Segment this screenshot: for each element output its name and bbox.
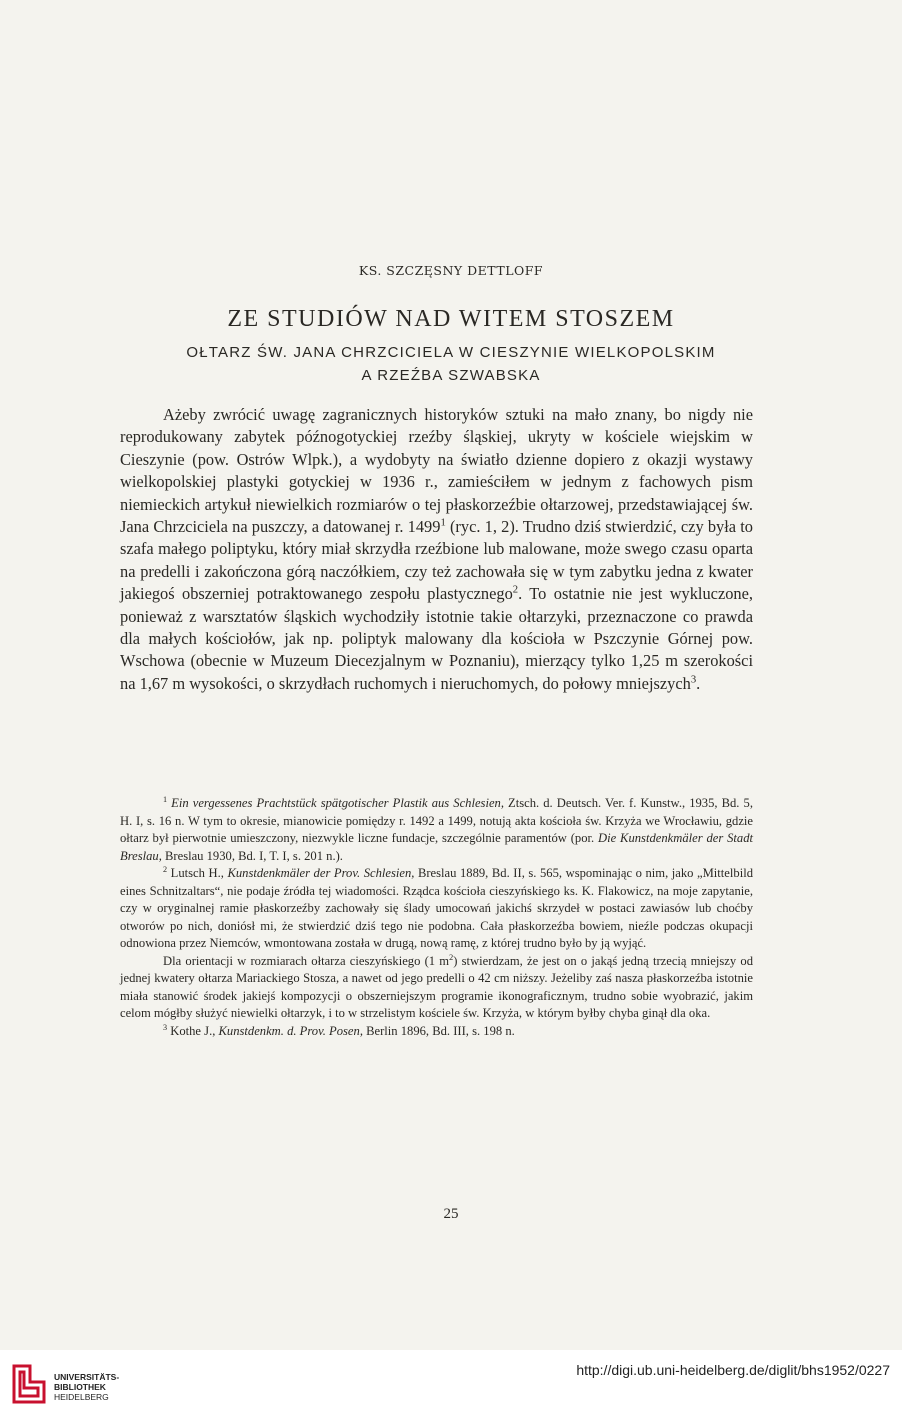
footnote-text: Kothe J., [167, 1023, 219, 1038]
body-text-segment: Ażeby zwrócić uwagę zagranicznych historyków sztuki na mało znany, bo nigdy nie reprodukowany zabytek późnogotyckiej rzeźby śląskiej, ukryty w kościele wiejskim w Cieszynie (pow. Ostrów Wlpk.), a wydobyty na światło dzienne dopiero z okazji wystawy wielkopolskiej plastyki gotyckiej w 1936 r., zamieściłem w jednym z fachowych pism niemieckich artykuł niewielkich rozmiarów o tej płaskorzeźbie ołtarzowej, przedstawiającej św. Jana Chrzciciela na puszczy, a datowanej r. 1499 [120, 405, 753, 537]
body-text [120, 404, 753, 695]
footnote-text: Lutsch H., [167, 866, 228, 880]
article-subtitle [100, 341, 802, 387]
footnote-text: Berlin 1896, Bd. III, s. 198 n. [362, 1023, 515, 1038]
footnote-1 [120, 795, 753, 865]
footnote-citation-title: Ein vergessenes Prachtstück spätgotischer Plastik aus Schlesien, [171, 796, 504, 810]
page-number: 25 [443, 1206, 459, 1222]
body-text-segment: . [696, 673, 701, 693]
footnote-2 [120, 865, 753, 953]
footnote-mark: 3 [163, 1022, 168, 1032]
body-paragraph [120, 404, 753, 695]
footnote-text: Ztsch. d. Deutsch. Ver. f. Kunstw., 1935, Bd. 5, H. I, s. 16 n. W tym to okresie, mianowicie pomiędzy r. 1492 a 1499, notują akta kościoła św. Krzyża we Wrocławiu, gdzie ołtarz był pierwotnie umieszczony, niezwykle liczne fundacje, szczególnie paramentów (por. [120, 796, 753, 845]
footnote-text: Breslau 1930, Bd. I, T. I, s. 201 n.). [161, 848, 343, 863]
footnote-ref-2[interactable]: 2 [512, 584, 519, 596]
viewer-footer [0, 1350, 902, 1418]
article-title: ZE STUDIÓW NAD WITEM STOSZEM [227, 306, 675, 332]
footnotes [120, 795, 753, 1040]
footnote-2-continued [120, 953, 753, 1023]
footnote-text: ) stwierdzam, że jest on o jakąś jedną trzecią mniejszy od jednej kwatery ołtarza Mariackiego Stosza, a nawet od jego predelli o 42 cm niższy. Jeżeliby zaś nasza płaskorzeźba istotnie miała stanowić środek jakiejś kompozycji o obszerniejszym programie ikonograficznym, trudno sobie wyobrazić, jakim celom mógłby służyć niewielki ołtarzyk, i to w strzelistym kościele św. Krzyża, w którym byłby chyba ginął dla oka. [120, 953, 753, 1020]
author-name: KS. SZCZĘSNY DETTLOFF [358, 263, 544, 278]
footnote-text: Dla orientacji w rozmiarach ołtarza cieszyńskiego (1 m [163, 953, 450, 968]
body-text-segment: (ryc. 1, 2). Trudno dziś stwierdzić, czy była to szafa małego poliptyku, który miał skrzydła rzeźbione lub malowane, może swego czasu oparta na predelli i zakończona górą naczółkiem, czy też zachowała się w tym zabytku jedna z kwater jakiegoś obszerniej potraktowanego zespołu plastycznego [120, 517, 753, 604]
body-text-segment: . To ostatnie nie jest wykluczone, ponieważ z warsztatów śląskich wychodziły istotnie takie ołtarzyki, przeznaczone co prawda dla małych kościołów, jak np. poliptyk malowany dla kościoła w Pszczynie Górnej pow. Wschowa (obecnie w Muzeum Diecezjalnym w Poznaniu), mierzący tylko 1,25 m szerokości na 1,67 m wysokości, o skrzydłach ruchomych i nieruchomych, do połowy mniejszych [120, 584, 753, 693]
footnote-ref-1[interactable]: 1 [440, 517, 446, 529]
subtitle-line-2: A RZEŹBA SZWABSKA [361, 367, 541, 384]
footnote-citation-title: Kunstdenkmäler der Prov. Schlesien, [227, 866, 415, 880]
library-name[interactable] [54, 1372, 119, 1402]
library-logo-icon[interactable] [10, 1360, 48, 1408]
subtitle-line-1: OŁTARZ ŚW. JANA CHRZCICIELA W CIESZYNIE WIELKOPOLSKIM [186, 344, 716, 361]
footnote-citation-title: Die Kunstdenkmäler der Stadt Breslau, [120, 831, 753, 863]
library-name-line: HEIDELBERG [54, 1392, 109, 1402]
permalink-url[interactable]: http://digi.ub.uni-heidelberg.de/diglit/bhs1952/0227 [576, 1362, 890, 1378]
library-name-line: BIBLIOTHEK [54, 1382, 106, 1392]
footnote-ref-3[interactable]: 3 [690, 674, 697, 686]
footnote-citation-title: Kunstdenkm. d. Prov. Posen, [218, 1023, 363, 1038]
footnote-text: Breslau 1889, Bd. II, s. 565, wspominając o nim, jako „Mittelbild eines Schnitzaltars“, nie podaje źródła tej wiadomości. Rządca kościoła cieszyńskiego ks. K. Flakowicz, na moje zapytanie, czy w oryginalnej ramie płaskorzeźby zachowały się ślady umocowań jakichś skrzydeł w postaci zawiasów lub choćby otworów po nich, doniósł mi, że stwierdzić dziś tego nie podobna. Cała płaskorzeźba bowiem, nieźle podczas okupacji odnowiona przez Niemców, wmontowana została w drugą, nową ramę, z której trudno było by ją wyjąć. [120, 866, 753, 950]
footnote-3 [120, 1023, 753, 1041]
footnote-mark: 1 [163, 794, 168, 804]
superscript: 2 [449, 952, 454, 962]
library-name-line: UNIVERSITÄTS- [54, 1372, 120, 1382]
footnote-mark: 2 [163, 864, 168, 874]
